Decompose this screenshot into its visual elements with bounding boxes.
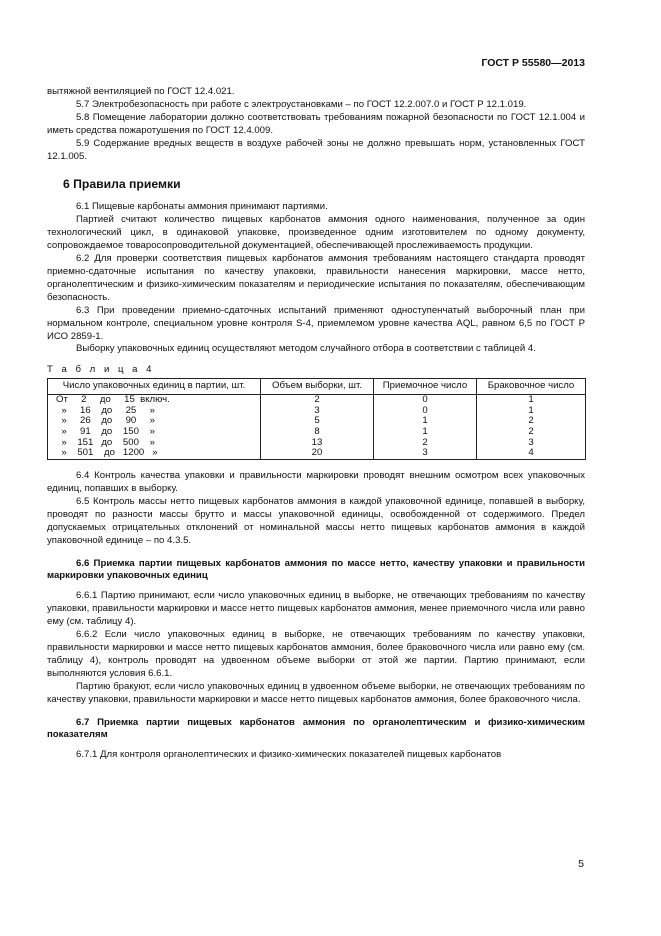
paragraph-6-1-lot: Партией считают количество пищевых карбонатов аммония одного наименования, полученное за один технологический цикл, в одинаковой упаковке, произведенное одним изготовителем по одному документу, сопровождаемое товаросопроводительной документацией, обеспечивающей прослеживаемость продукции. [47,214,585,252]
paragraph-6-3: 6.3 При проведении приемно-сдаточных испытаний применяют одноступенчатый выборочный план при нормальном контроле, специальном уровне контроля S-4, приемлемом уровне качества AQL, равном 6,5 по ГОСТ Р ИСО 2859-1. [47,304,585,342]
cell-rejection-number: 1 [477,394,586,405]
column-header-acceptance-number: Приемочное число [374,379,477,395]
table-header-row [48,379,586,395]
paragraph-5-7: 5.7 Электробезопасность при работе с электроустановками – по ГОСТ 12.2.007.0 и ГОСТ Р 12.1.019. [76,98,527,110]
cell-acceptance-number: 0 [374,406,477,417]
paragraph-continuation: вытяжной вентиляцией по ГОСТ 12.4.021. [47,86,235,97]
cell-lot-size: От 2 до 15 включ. [48,394,261,405]
paragraph-6-6-1: 6.6.1 Партию принимают, если число упаковочных единиц в выборке, не отвечающих требованиям по качеству упаковки, правильности маркировки и массе нетто пищевых карбонатов аммония, менее приемочного числа или равно ему (см. таблицу 4). [47,590,585,628]
cell-acceptance-number: 1 [374,416,477,427]
cell-acceptance-number: 1 [374,427,477,438]
paragraph-6-5: 6.5 Контроль массы нетто пищевых карбонатов аммония в каждой упаковочной единице, попавшей в выборку, проводят по разности массы брутто и массы упаковочной единицы, освобожденной от содержимого. Предел допускаемых отрицательных отклонений от номинальной массы нетто пищевых карбонатов аммония в каждой упаковочной единице – по 4.3.5. [47,495,585,546]
table-4-caption: Т а б л и ц а 4 [47,364,155,376]
paragraph-6-1: 6.1 Пищевые карбонаты аммония принимают партиями. [76,201,328,213]
paragraph-6-6-2: 6.6.2 Если число упаковочных единиц в выборке, не отвечающих требованиям по качеству упаковки, правильности маркировки и массе нетто пищевых карбонатов аммония, более браковочного числа или равно ему (см. таблицу 4), контроль проводят на удвоенном объеме выборки от этой же партии. Партию принимают, если выполняются условия 6.6.1. [47,629,585,679]
paragraph-5-8: 5.8 Помещение лаборатории должно соответствовать требованиям пожарной безопасности по ГОСТ 12.1.004 и иметь средства пожаротушения по ГОСТ 12.4.009. [47,111,585,136]
cell-rejection-number: 4 [477,448,586,459]
column-header-lot-size: Число упаковочных единиц в партии, шт. [48,379,261,395]
cell-acceptance-number: 3 [374,448,477,459]
cell-lot-size: » 91 до 150 » [48,427,261,438]
cell-rejection-number: 1 [477,406,586,417]
heading-6-6: 6.6 Приемка партии пищевых карбонатов аммония по массе нетто, качеству упаковки и правильности маркировки упаковочных единиц [47,557,585,582]
cell-lot-size: » 16 до 25 » [48,406,261,417]
cell-sample-size: 20 [261,448,374,459]
paragraph-6-6-2-reject: Партию бракуют, если число упаковочных единиц в удвоенном объеме выборки, не отвечающих требованиям по качеству упаковки, правильности маркировки и массе нетто пищевых карбонатов аммония, более браковочного числа. [47,680,585,705]
table-row [48,448,586,459]
table-4 [47,378,586,460]
cell-acceptance-number: 0 [374,394,477,405]
cell-rejection-number: 3 [477,438,586,449]
page-body [47,86,585,762]
cell-lot-size: » 501 до 1200 » [48,448,261,459]
cell-acceptance-number: 2 [374,438,477,449]
paragraph-6-7-1: 6.7.1 Для контроля органолептических и физико-химических показателей пищевых карбонатов [76,749,502,761]
cell-rejection-number: 2 [477,416,586,427]
section-6-heading: 6 Правила приемки [63,177,181,192]
paragraph-6-2: 6.2 Для проверки соответствия пищевых карбонатов аммония требованиям настоящего стандарта проводят приемно-сдаточные испытания по качеству упаковки, правильности нанесения маркировки, массе нетто, органолептическим и физико-химическим показателям и периодические испытания по показателям, обеспечивающим безопасность. [47,253,585,303]
cell-sample-size: 2 [261,394,374,405]
table-row [48,394,586,405]
document-header: ГОСТ Р 55580—2013 [481,57,585,69]
column-header-rejection-number: Браковочное число [477,379,586,395]
page-number: 5 [578,858,584,870]
cell-lot-size: » 26 до 90 » [48,416,261,427]
paragraph-5-9: 5.9 Содержание вредных веществ в воздухе рабочей зоны не должно превышать норм, установленных ГОСТ 12.1.005. [47,137,585,162]
cell-rejection-number: 2 [477,427,586,438]
cell-lot-size: » 151 до 500 » [48,438,261,449]
cell-sample-size: 13 [261,438,374,449]
paragraph-6-3-sampling: Выборку упаковочных единиц осуществляют методом случайного отбора в соответствии с таблицей 4. [76,343,536,355]
cell-sample-size: 8 [261,427,374,438]
paragraph-6-4: 6.4 Контроль качества упаковки и правильности маркировки проводят внешним осмотром всех упаковочных единиц, попавших в выборку. [47,470,585,495]
cell-sample-size: 3 [261,406,374,417]
column-header-sample-size: Объем выборки, шт. [261,379,374,395]
cell-sample-size: 5 [261,416,374,427]
heading-6-7: 6.7 Приемка партии пищевых карбонатов аммония по органолептическим и физико-химическим показателям [47,716,585,741]
